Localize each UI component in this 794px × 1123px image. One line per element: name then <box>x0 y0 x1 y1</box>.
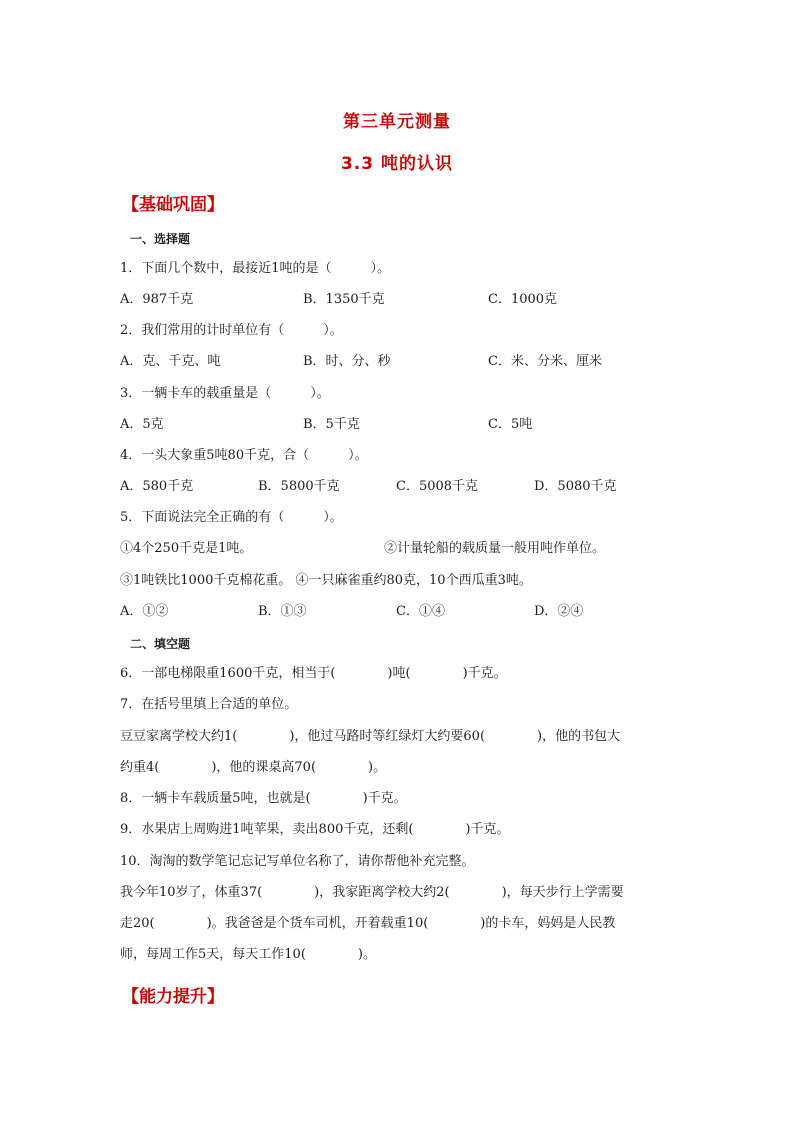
q4-option-d: D．5080千克 <box>534 479 617 494</box>
question-10: 10．淘淘的数学笔记忘记写单位名称了，请你帮他补充完整。 <box>120 854 475 869</box>
q5-statement-1: ①4个250千克是1吨。 <box>120 541 253 556</box>
question-6: 6．一部电梯限重1600千克，相当于( )吨( )千克。 <box>120 666 507 681</box>
question-5: 5．下面说法完全正确的有（ ）。 <box>120 510 343 525</box>
q2-option-b: B．时、分、秒 <box>303 354 391 369</box>
q5-statement-2: ②计量轮船的载质量一般用吨作单位。 <box>384 541 606 556</box>
question-3: 3．一辆卡车的载重量是（ ）。 <box>120 386 330 401</box>
q2-option-a: A．克、千克、吨 <box>120 354 221 369</box>
q5-statement-3-4: ③1吨铁比1000千克棉花重。 ④一只麻雀重约80克，10个西瓜重3吨。 <box>120 573 532 588</box>
q5-option-a: A．①② <box>120 604 169 619</box>
q3-option-b: B．5千克 <box>303 417 360 432</box>
q1-option-a: A．987千克 <box>120 292 194 307</box>
q4-option-c: C．5008千克 <box>396 479 479 494</box>
q3-option-a: A．5克 <box>120 417 164 432</box>
q5-option-b: B．①③ <box>258 604 307 619</box>
section-advanced: 【能力提升】 <box>122 987 224 1007</box>
q1-option-c: C．1000克 <box>488 292 558 307</box>
q7-line-2: 约重4( )，他的课桌高70( )。 <box>120 760 387 775</box>
q5-option-d: D．②④ <box>534 604 584 619</box>
part-fill-heading: 二、填空题 <box>130 637 191 651</box>
q4-option-a: A．580千克 <box>120 479 194 494</box>
q3-option-c: C．5吨 <box>488 417 533 432</box>
q4-option-b: B．5800千克 <box>258 479 340 494</box>
question-4: 4．一头大象重5吨80千克，合（ ）。 <box>120 448 368 463</box>
q2-option-c: C．米、分米、厘米 <box>488 354 602 369</box>
part-choice-heading: 一、选择题 <box>130 232 191 246</box>
q10-line-3: 师，每周工作5天，每天工作10( )。 <box>120 947 376 962</box>
section-basic: 【基础巩固】 <box>122 195 224 215</box>
q1-option-b: B．1350千克 <box>303 292 385 307</box>
page-title: 第三单元测量 <box>343 112 451 132</box>
q10-line-1: 我今年10岁了，体重37( )，我家距离学校大约2( )，每天步行上学需要 <box>120 885 624 900</box>
q10-line-2: 走20( )。我爸爸是个货车司机，开着载重10( )的卡车，妈妈是人民教 <box>120 916 616 931</box>
page-subtitle: 3.3 吨的认识 <box>340 154 454 174</box>
question-8: 8．一辆卡车载质量5吨，也就是( )千克。 <box>120 791 407 806</box>
question-7: 7．在括号里填上合适的单位。 <box>120 697 298 712</box>
question-2: 2．我们常用的计时单位有（ ）。 <box>120 323 343 338</box>
question-1: 1．下面几个数中，最接近1吨的是（ ）。 <box>120 261 391 276</box>
q5-option-c: C．①④ <box>396 604 445 619</box>
question-9: 9．水果店上周购进1吨苹果，卖出800千克，还剩( )千克。 <box>120 822 510 837</box>
q7-line-1: 豆豆家离学校大约1( )，他过马路时等红绿灯大约要60( )，他的书包大 <box>120 729 621 744</box>
